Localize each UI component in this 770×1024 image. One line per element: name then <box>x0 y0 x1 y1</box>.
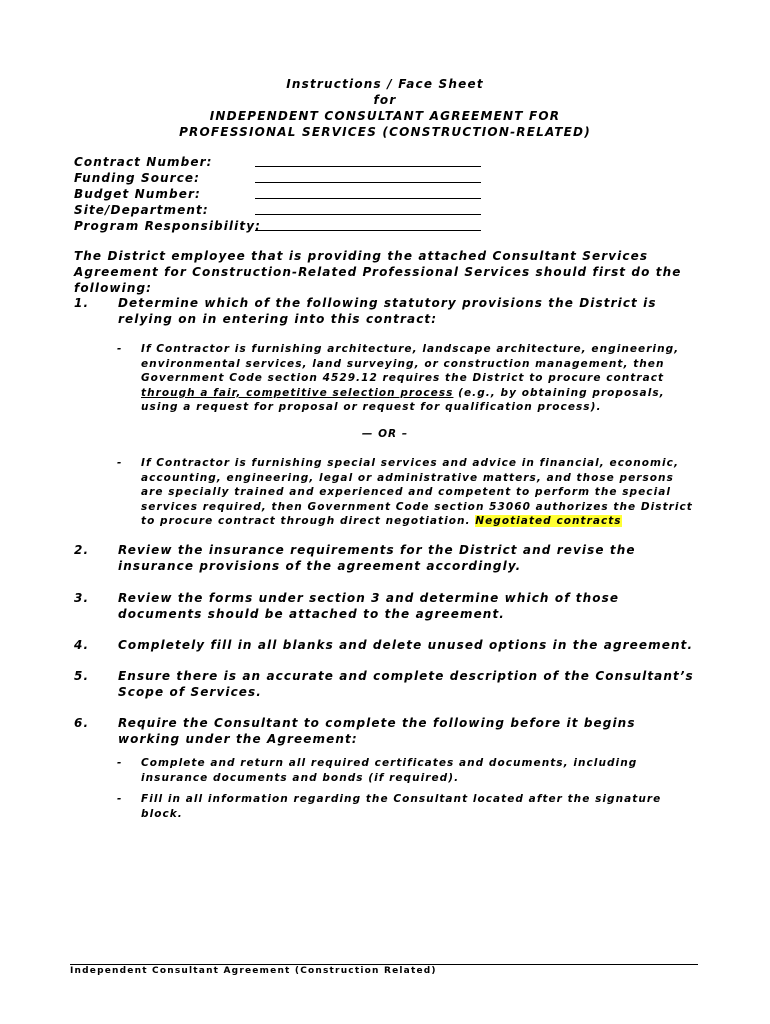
footer-divider <box>70 964 698 965</box>
intro-paragraph: The District employee that is providing the attached Consultant Services Agreement for Construction-Related Professional Services should first do the following: <box>74 249 682 295</box>
field-blank-line[interactable] <box>255 214 481 215</box>
item-text: Review the insurance requirements for the District and revise the insurance provisions of the agreement accordingly. <box>118 543 636 573</box>
item-text: Require the Consultant to complete the following before it begins working under the Agreement: <box>118 716 636 746</box>
sub-item-text: If Contractor is furnishing architecture, landscape architecture, engineering, environmental services, land surveying, or construction management, then Government Code section 4529.12 requires the District to procure contract through a fair, competitive selection process (e.g., by obtaining proposals, using a request for proposal or request for qualification process). <box>141 343 680 413</box>
field-blank-line[interactable] <box>255 198 481 199</box>
item-number: 6. <box>74 716 90 730</box>
item-text: Review the forms under section 3 and determine which of those documents should be attached to the agreement. <box>118 591 620 621</box>
field-blank-line[interactable] <box>255 182 481 183</box>
field-label: Program Responsibility: <box>74 219 262 233</box>
sub-item-text: Fill in all information regarding the Consultant located after the signature block. <box>141 793 662 820</box>
field-blank-line[interactable] <box>255 166 481 167</box>
item-text: Determine which of the following statutory provisions the District is relying on in entering into this contract: <box>118 296 657 326</box>
field-funding-source <box>74 170 494 186</box>
field-blank-line[interactable] <box>255 230 481 231</box>
field-label: Contract Number: <box>74 155 213 169</box>
page-footer: Independent Consultant Agreement (Construction Related) <box>70 966 437 976</box>
title-line-3: INDEPENDENT CONSULTANT AGREEMENT FOR <box>209 109 561 123</box>
title-line-1: Instructions / Face Sheet <box>286 77 484 91</box>
item-text: Ensure there is an accurate and complete description of the Consultant’s Scope of Services. <box>118 669 694 699</box>
underlined-phrase: through a fair, competitive selection process <box>141 386 454 399</box>
sub-item-text: If Contractor is furnishing special services and advice in financial, economic, accounting, engineering, legal or administrative matters, and those persons are specially trained and experienced and competent to perform the special services required, then Government Code section 53060 authorizes the District to procure contract through direct negotiation. Negotiated contracts <box>141 457 693 527</box>
field-label: Site/Department: <box>74 203 209 217</box>
bullet-dash: - <box>117 757 123 769</box>
bullet-dash: - <box>117 343 123 355</box>
field-contract-number <box>74 154 494 170</box>
title-line-2: for <box>373 93 397 107</box>
field-site-department <box>74 202 494 218</box>
item-number: 2. <box>74 543 90 557</box>
document-title <box>0 76 770 140</box>
field-budget-number <box>74 186 494 202</box>
field-program-responsibility <box>74 218 494 234</box>
title-line-4: PROFESSIONAL SERVICES (CONSTRUCTION-RELATED) <box>179 125 591 139</box>
field-label: Funding Source: <box>74 171 201 185</box>
highlighted-text: Negotiated contracts <box>475 515 622 527</box>
field-label: Budget Number: <box>74 187 201 201</box>
item-number: 5. <box>74 669 90 683</box>
item-number: 1. <box>74 296 90 310</box>
info-fields <box>74 154 494 234</box>
bullet-dash: - <box>117 457 123 469</box>
item-text: Completely fill in all blanks and delete unused options in the agreement. <box>118 638 694 652</box>
item-number: 4. <box>74 638 90 652</box>
sub-item-text: Complete and return all required certificates and documents, including insurance documents and bonds (if required). <box>141 757 638 784</box>
bullet-dash: - <box>117 793 123 805</box>
item-number: 3. <box>74 591 90 605</box>
or-separator: — OR – <box>361 428 409 440</box>
